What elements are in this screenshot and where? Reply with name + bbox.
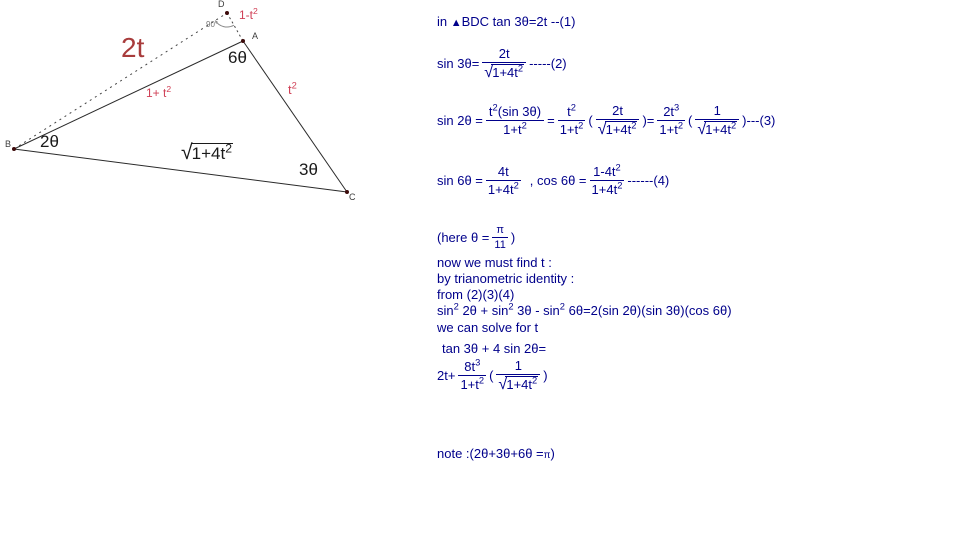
eq3-f5-num: 1 (695, 103, 739, 120)
eq2-denominator (482, 63, 526, 80)
eq3-f1-num (486, 104, 544, 121)
eq-line-5 (437, 224, 515, 251)
math-sup: 2 (478, 375, 485, 386)
eq12-fraction-1 (458, 359, 486, 392)
math-sup: 2 (453, 301, 459, 312)
eq-line-9 (437, 303, 732, 318)
math-sup: 2 (521, 120, 527, 131)
math-sup: 2 (730, 120, 737, 131)
eq3-f2-num (558, 104, 586, 121)
eq3-lparen-2: ( (688, 112, 693, 128)
sqrt-icon: √ (498, 375, 508, 393)
math-sup: 2 (532, 375, 538, 386)
eq5-pre: (here θ = (437, 230, 490, 245)
eq3-f4-num (657, 104, 685, 121)
eq4-fraction-1 (486, 164, 521, 197)
vertex-c-label: C (349, 192, 356, 202)
eq-line-10: we can solve for t (437, 320, 539, 335)
eq-line-3 (437, 103, 775, 137)
eq4-f2-num (590, 164, 625, 181)
eq3-f5-den (695, 120, 739, 137)
math-text: 6θ=2(sin 2θ)(sin 3θ)(cos 6θ) (565, 303, 732, 318)
eq-line-4 (437, 164, 669, 197)
eq3-f3-radicand (605, 121, 638, 137)
eq3-fraction-2 (558, 104, 586, 137)
math-sup: 2 (617, 180, 623, 191)
vertex-b-label: B (5, 139, 12, 149)
eq4-tail: ------(4) (627, 173, 670, 188)
sqrt-icon: √ (484, 63, 494, 81)
eq3-mid: )= (642, 112, 655, 128)
eq3-fraction-5 (695, 103, 739, 137)
triangle-icon: ▲ (450, 17, 462, 29)
eq3-fraction-1 (486, 104, 544, 137)
eq3-fraction-4 (657, 104, 685, 137)
eq12-f2-radicand (505, 376, 538, 392)
side-bd-label: 2t (121, 32, 145, 63)
eq-line-13 (437, 446, 555, 461)
sqrt-icon: √ (597, 120, 607, 138)
eq4-f1-num: 4t (486, 164, 521, 181)
math-sup: 2 (631, 120, 637, 131)
math-text: t (488, 103, 493, 119)
math-text: 1+4t (705, 122, 731, 137)
sqrt-icon: √ (181, 140, 193, 164)
math-text: 2t (663, 103, 675, 119)
vertex-a-label: A (252, 31, 259, 41)
math-text: 1+4t (605, 122, 632, 137)
math-sup: 2 (559, 301, 565, 312)
eq4-lhs: sin 6θ = (437, 173, 483, 188)
angle-a-label: 6θ (228, 48, 247, 67)
math-text: 3θ - sin (513, 303, 560, 318)
side-ac-sup: 2 (291, 80, 297, 91)
eq-line-8: from (2)(3)(4) (437, 287, 515, 302)
side-ba-base: 1+ t (146, 86, 167, 100)
angle-b-label: 2θ (40, 132, 59, 151)
side-da-sup: 2 (253, 6, 258, 16)
eq5-num: π (492, 224, 507, 238)
math-text: 1+t (559, 121, 579, 137)
math-text: 2θ + sin (458, 303, 509, 318)
eq2-radicand (491, 64, 524, 80)
math-sup: 2 (570, 102, 576, 113)
math-sup: 2 (513, 180, 519, 191)
side-bc-sup: 2 (225, 141, 233, 156)
eq12-fraction-2 (496, 358, 540, 392)
sqrt-icon: √ (697, 120, 707, 138)
eq3-lparen-1: ( (588, 112, 593, 128)
eq12-f1-den (458, 376, 486, 392)
eq2-tail: -----(2) (529, 55, 567, 71)
eq4-fraction-2 (590, 164, 625, 197)
eq-line-1 (437, 14, 575, 29)
eq2-fraction (482, 46, 526, 80)
eq3-f3-den (596, 120, 640, 137)
eq2-numerator: 2t (482, 46, 526, 63)
eq3-f4-den (657, 121, 685, 137)
eq1-rest: BDC tan 3θ=2t --(1) (461, 14, 576, 29)
angle-c-label: 3θ (299, 160, 318, 179)
pi-symbol: π (543, 450, 551, 461)
side-bc-base: 1+4t (191, 144, 226, 163)
eq3-f1-den (486, 121, 544, 137)
math-sup: 3 (475, 357, 481, 368)
eq1-pre: in (437, 14, 451, 29)
eq12-f2-num: 1 (496, 358, 540, 375)
math-sup: 2 (615, 162, 621, 173)
eq12-f2-den (496, 375, 540, 392)
eq12-rparen: ) (543, 367, 548, 383)
eq3-f3-num: 2t (596, 103, 640, 120)
right-angle-label: 90° (206, 20, 219, 29)
eq3-lhs: sin 2θ = (437, 112, 483, 128)
eq3-f5-radicand (704, 121, 737, 137)
math-text: 1+4t (591, 182, 618, 197)
math-text: 1+4t (506, 377, 533, 392)
vertex-d-label: D (218, 0, 225, 9)
eq-line-12 (437, 358, 548, 392)
math-sup: 2 (508, 301, 514, 312)
math-text: t (567, 103, 571, 119)
math-text: ) (550, 446, 555, 461)
eq3-f2-den (558, 121, 586, 137)
eq12-f1-num (458, 359, 486, 376)
eq-line-2 (437, 46, 567, 80)
math-text: 1-4t (593, 164, 616, 179)
eq3-equals-1: = (547, 112, 555, 128)
math-text: sin (437, 303, 454, 318)
math-sup: 2 (492, 102, 498, 113)
eq-line-7: by trianometric identity : (437, 271, 575, 286)
eq4-f1-den (486, 181, 521, 197)
eq4-mid: , cos 6θ = (529, 173, 587, 188)
math-text: 8t (464, 358, 476, 374)
eq5-den: 11 (494, 239, 506, 251)
math-sup: 2 (578, 120, 584, 131)
side-ac-base: t (288, 82, 292, 97)
math-sup: 3 (674, 102, 680, 113)
eq-line-11: tan 3θ + 4 sin 2θ= (442, 341, 547, 356)
math-text: 1+t (659, 121, 678, 137)
eq5-post: ) (510, 230, 516, 245)
eq2-den-sup: 2 (517, 63, 524, 74)
math-text: 1+4t (487, 182, 514, 197)
eq2-lhs: sin 3θ= (437, 55, 480, 71)
eq3-fraction-3 (596, 103, 640, 137)
eq5-fraction (492, 224, 507, 251)
eq3-tail: )---(3) (742, 112, 776, 128)
side-da-base: 1-t (239, 8, 254, 22)
eq12-pre: 2t+ (437, 367, 456, 383)
math-text: 1+t (503, 121, 522, 137)
eq2-den-base: 1+4t (492, 65, 518, 80)
side-ba-sup: 2 (166, 84, 172, 94)
math-sup: 2 (677, 120, 684, 131)
math-text: (sin 3θ) (497, 103, 542, 119)
math-text: 1+t (460, 376, 479, 392)
eq4-f2-den (590, 181, 625, 197)
eq12-lparen: ( (489, 367, 494, 383)
eq-line-6: now we must find t : (437, 255, 552, 270)
math-text: note :(2θ+3θ+6θ = (437, 446, 544, 461)
